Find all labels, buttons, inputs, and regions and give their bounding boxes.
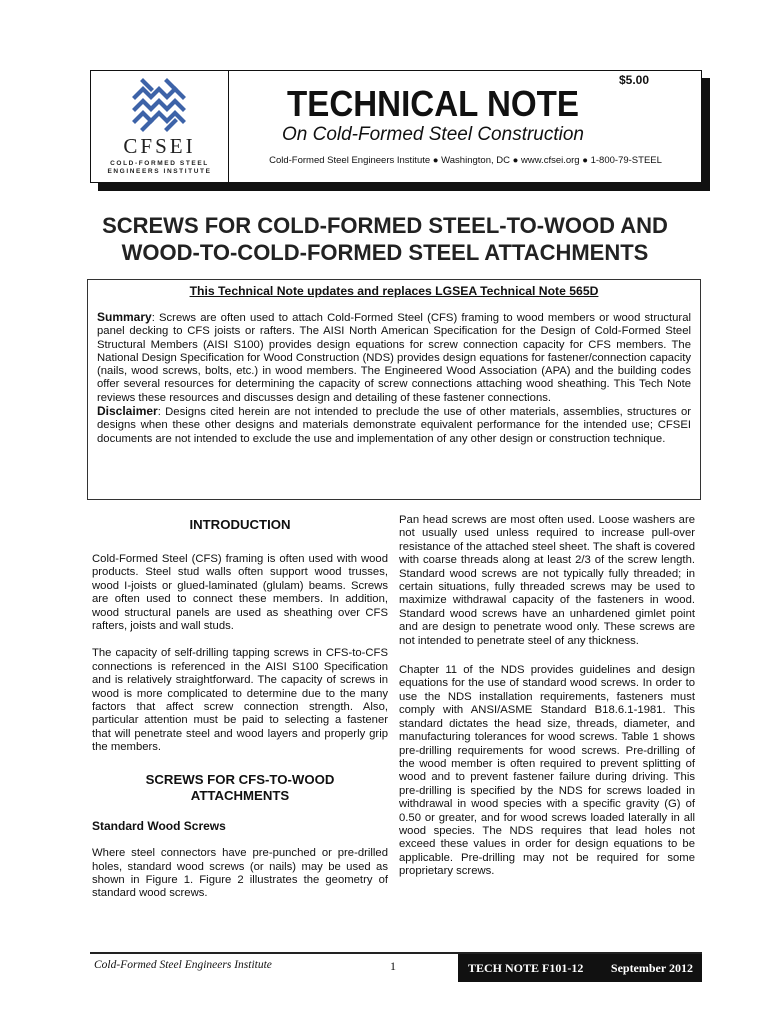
right-paragraph-2: Chapter 11 of the NDS provides guidelines and design equations for the use of standard wood screws. In order to use the NDS installation requirements, fasteners must comply with ANSI/ASME Standard B18.6.1-1981. This standard dictates the head size, threads, diameter, and manufacturing tolerances for wood screws. Table 1 shows pre-drilling requirements for wood screws. Pre-drilling of the wood member is often required to prevent splitting of wood and to prevent fastener failure during driving. This pre-drilling is specified by the NDS for screws loaded in withdrawal in wood species with a specific gravity (G) of 0.50 or greater, and for wood screws loaded laterally in all wood species. The NDS requires that lead holes not exceed these values in order for design equations to be applicable. Pre-drilling may not be required for some proprietary screws. (399, 664, 695, 878)
publication-date: September 2012 (610, 961, 693, 975)
standard-wood-screws-subheading: Standard Wood Screws (92, 818, 226, 833)
document-title (60, 212, 710, 266)
summary-label: Summary (97, 310, 152, 324)
disclaimer-text: : Designs cited herein are not intended to preclude the use of other materials, assemblies, structures or designs when these other designs and materials demonstrate equivalent performance for the intended use; CFSEI documents are not intended to exclude the use and implementation of any other design or construction technique. (97, 406, 691, 445)
summary-box (87, 279, 701, 500)
section-heading (92, 772, 388, 804)
summary-paragraph (97, 311, 691, 405)
section-heading-line-2: ATTACHMENTS (190, 787, 290, 803)
intro-paragraph-1: Cold-Formed Steel (CFS) framing is often used with wood products. Steel stud walls often support wood trusses, wood I-joists or glued-laminated (glulam) beams. Screws are often used to connect these members. In addition, wood structural panels are used as sheathing over CFS rafters, joists and wall studs. (92, 553, 388, 633)
page-number: 1 (390, 959, 396, 973)
technical-note-title: TECHNICAL NOTE (287, 83, 579, 124)
standard-screws-paragraph: Where steel connectors have pre-punched or pre-drilled holes, standard wood screws (or nails) may be used as shown in Figure 1. Figure 2 illustrates the geometry of standard wood screws. (92, 847, 388, 900)
price-label: $5.00 (618, 73, 649, 87)
disclaimer-paragraph (97, 405, 691, 446)
right-column (399, 514, 695, 893)
document-title-line-2: WOOD-TO-COLD-FORMED STEEL ATTACHMENTS (121, 240, 649, 265)
document-title-line-1: SCREWS FOR COLD-FORMED STEEL-TO-WOOD AND (102, 213, 668, 238)
cfsei-logo-mark-icon (129, 77, 189, 137)
intro-paragraph-2: The capacity of self-drilling tapping screws in CFS-to-CFS connections is referenced in the AISI S100 Specification and is relatively straightforward. The capacity of screws in wood is more complicated to determine due to the many factors that affect screw connection strength. Also, particular attention must be paid to selecting a fastener that will penetrate steel and wood layers and properly grip the members. (92, 647, 388, 754)
footer-tech-note-box (458, 954, 702, 982)
summary-text: : Screws are often used to attach Cold-Formed Steel (CFS) framing to wood members or wood structural panel decking to CFS joists or rafters. The AISI North American Specification for the Design of Cold-Formed Steel Structural Members (AISI S100) provides design equations for screw connection capacity for CFS members. The National Design Specification for Wood Construction (NDS) provides design equations for fastener/connection capacity (nails, wood screws, bolts, etc.) in wood members. The Engineered Wood Association (APA) and the building codes offer several resources for determining the capacity of screw connections attaching wood sheathing. This Tech Note reviews these resources and discusses design and detailing of these fastener connections. (97, 312, 691, 404)
update-notice: This Technical Note updates and replaces LGSEA Technical Note 565D (189, 284, 599, 298)
left-column (92, 514, 388, 915)
disclaimer-label: Disclaimer (97, 404, 158, 419)
contact-line: Cold-Formed Steel Engineers Institute ● Washington, DC ● www.cfsei.org ● 1-800-79-STEEL (269, 155, 662, 166)
technical-note-subtitle: On Cold-Formed Steel Construction (281, 124, 584, 145)
tech-note-number: TECH NOTE F101-12 (468, 961, 584, 975)
section-heading-line-1: SCREWS FOR CFS-TO-WOOD (145, 771, 335, 787)
document-header (90, 70, 702, 183)
footer-institute: Cold-Formed Steel Engineers Institute (94, 959, 272, 971)
right-paragraph-1: Pan head screws are most often used. Loose washers are not usually used unless required to increase pull-over resistance of the attached steel sheet. The shaft is covered with coarse threads along at least 2/3 of the screw length. Standard wood screws are not typically fully threaded; in certain situations, fully threaded screws may be used to maximize withdrawal capacity of the fasteners in wood. Standard wood screws have an unhardened gimlet point and are design to penetrate wood only. These screws are not intended to penetrate steel of any thickness. (399, 514, 695, 647)
logo-subtitle-2: ENGINEERS INSTITUTE (107, 168, 212, 175)
cfsei-logo (91, 71, 229, 182)
logo-name: CFSEI (123, 134, 196, 158)
introduction-heading: INTRODUCTION (189, 517, 291, 532)
logo-subtitle-1: COLD-FORMED STEEL (110, 160, 209, 167)
